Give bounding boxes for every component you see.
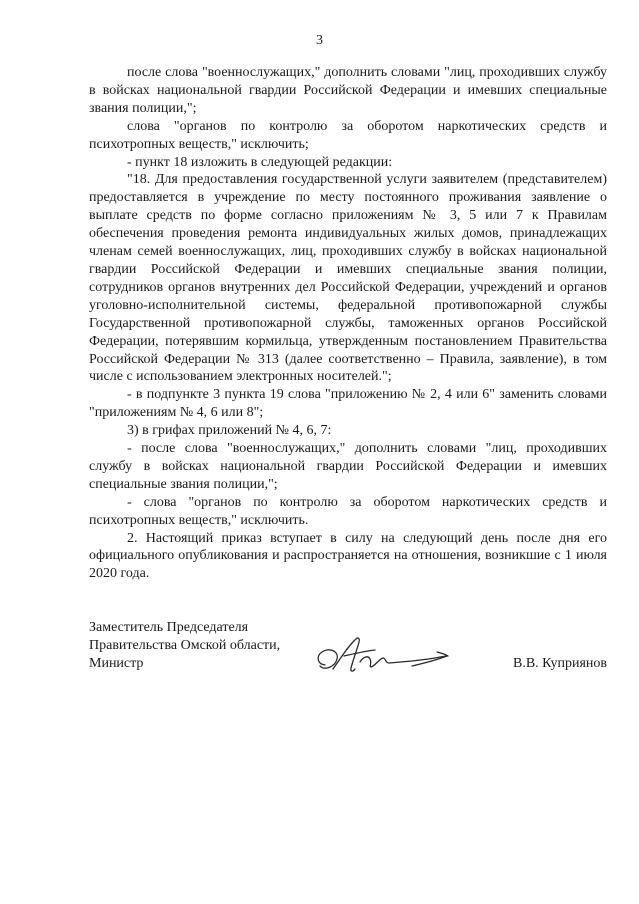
signer-name: В.В. Куприянов (513, 655, 607, 671)
amendment-paragraph: - пункт 18 изложить в следующей редакции: (127, 154, 393, 170)
page-number: 3 (316, 33, 323, 48)
signer-position-line: Правительства Омской области, (89, 637, 281, 653)
document-body (89, 64, 607, 583)
effective-date-paragraph: 2. Настоящий приказ вступает в силу на следующий день после дня его официального опубликования и распространяется на отношения, возникшие с 1 июля 2020 года. (89, 530, 607, 582)
amendment-paragraph: "18. Для предоставления государственной услуги заявителем (представителем) предоставляется в учреждение по месту постоянного проживания заявление о выплате средств по форме согласно приложениям № 3, 5 или 7 к Правилам обеспечения проведения ремонта индивидуальных жилых домов, принадлежащих членам семей военнослужащих, лиц, проходивших службу в войсках национальной гвардии Российской Федерации и имевших специальные звания полиции, сотрудников органов внутренних дел Российской Федерации, учреждений и органов уголовно-исполнительной системы, федеральной противопожарной службы Государственной противопожарной службы, таможенных органов Российской Федерации, потерявшим кормильца, утвержденным постановлением Правительства Российской Федерации № 313 (далее соответственно – Правила, заявление), в том числе с использованием электронных носителей."; (89, 172, 607, 385)
amendment-paragraph: - слова "органов по контролю за оборотом наркотических средств и психотропных веществ," исключить. (89, 494, 607, 528)
amendment-paragraph: - в подпункте 3 пункта 19 слова "приложению № 2, 4 или 6" заменить словами "приложениям № 4, 6 или 8"; (89, 387, 607, 421)
signer-position-line: Заместитель Председателя (89, 620, 249, 635)
amendment-paragraph: слова "органов по контролю за оборотом наркотических средств и психотропных веществ," исключить; (89, 118, 607, 152)
amendment-paragraph: 3) в грифах приложений № 4, 6, 7: (127, 423, 332, 439)
handwritten-signature (313, 632, 457, 678)
signer-position-line: Министр (89, 655, 144, 671)
amendment-paragraph: после слова "военнослужащих," дополнить словами "лиц, проходивших службу в войсках национальной гвардии Российской Федерации и имевших специальные звания полиции,"; (89, 65, 607, 116)
amendment-paragraph: - после слова "военнослужащих," дополнить словами "лиц, проходивших службу в войсках национальной гвардии Российской Федерации и имевших специальные звания полиции,"; (89, 441, 607, 492)
